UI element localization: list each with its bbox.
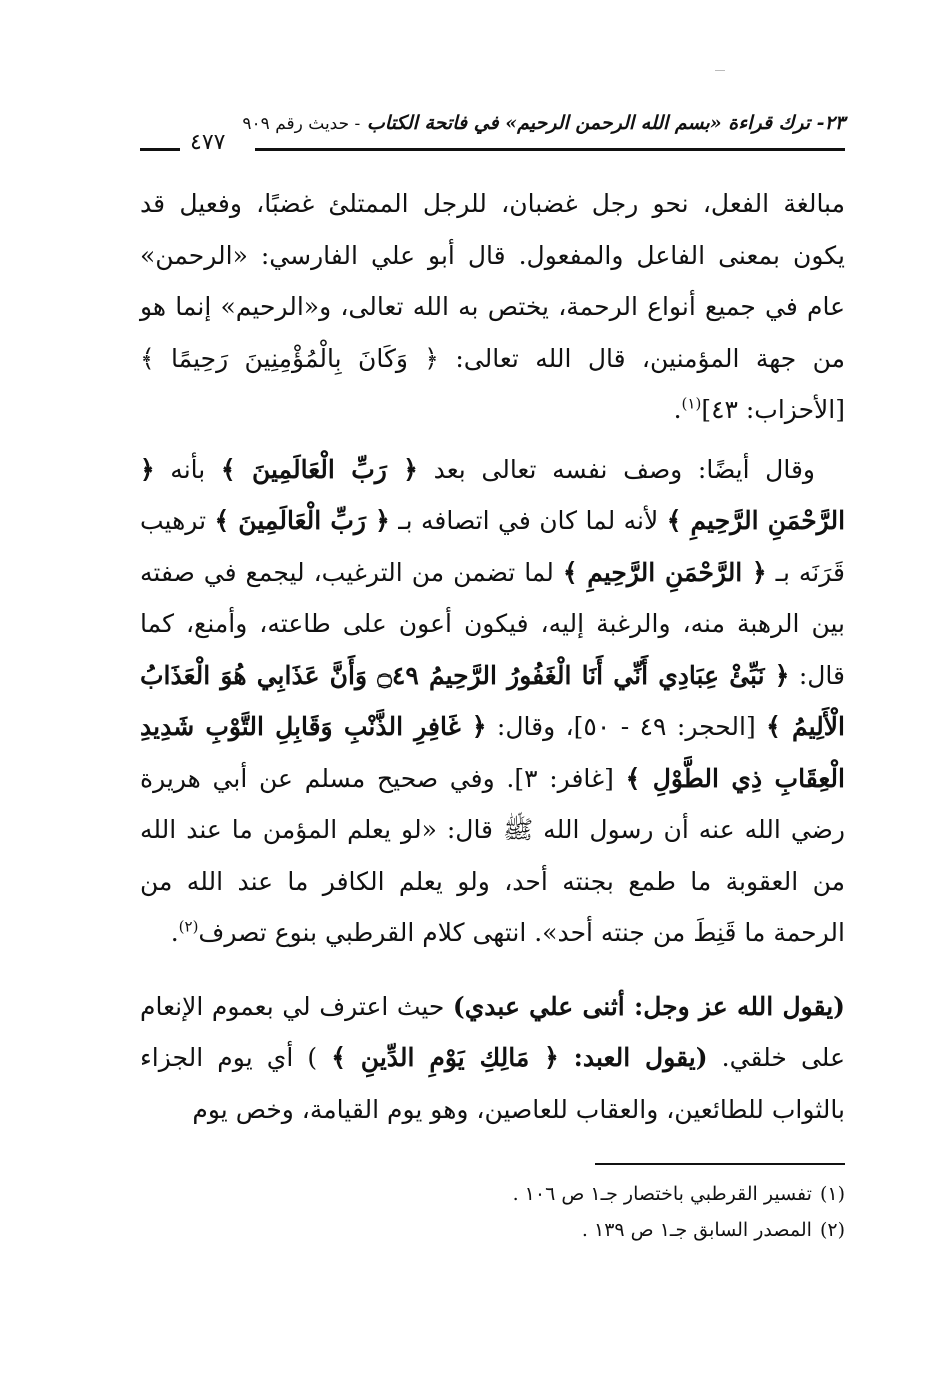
- chapter-title: ٢٣- ترك قراءة «بسم الله الرحمن الرحيم» في فاتحة الكتاب: [366, 112, 845, 134]
- footnote-1: [140, 1176, 845, 1212]
- paragraph-1: [140, 178, 845, 436]
- hadith-quote-1: (يقول الله عز وجل: أثنى علي عبدي): [452, 991, 845, 1021]
- paragraph-2-text-g: [غافر: ٣]. وفي صحيح مسلم عن أبي هريرة رضي الله عنه أن رسول الله ﷺ قال: «لو يعلم المؤمن ما عند الله من العقوبة ما طمع بجنته أحد، ولو يعلم الكافر ما عند الله من الرحمة ما قَنِطَ من جنته أحد». انتهى كلام القرطبي بنوع تصرف: [140, 763, 845, 947]
- quran-verse-2: ﴿ الرَّحْمَنِ الرَّحِيمِ ﴾: [140, 454, 846, 535]
- quran-verse-7: ﴿ مَالِكِ يَوْمِ الدِّينِ ﴾: [331, 1043, 559, 1072]
- footnote-ref-2: (٢): [178, 917, 199, 936]
- quran-verse-1: ﴿ رَبِّ الْعَالَمِينَ ﴾: [220, 454, 418, 484]
- paragraph-1-text: مبالغة الفعل، نحو رجل غضبان، للرجل الممتلئ غضبًا، وفعيل قد يكون بمعنى الفاعل والمفعول. قال أبو علي الفارسي: «الرحمن» عام في جميع أنواع الرحمة، يختص به الله تعالى، و«الرحيم» إنما هو من جهة المؤمنين، قال الله تعالى: ﴿ وَكَانَ بِالْمُؤْمِنِينَ رَحِيمًا ﴾ [الأحزاب: ٤٣]: [140, 189, 845, 424]
- footnote-2: [140, 1212, 845, 1248]
- main-text: [140, 178, 845, 1135]
- paragraph-3-text-b: ) أي يوم الجزاء بالثواب للطائعين، والعقاب للعاصين، وهو يوم القيامة، وخص يوم: [140, 1043, 845, 1124]
- quran-verse-3: ﴿ رَبِّ الْعَالَمِينَ ﴾: [214, 506, 390, 535]
- footnote-1-text: تفسير القرطبي باختصار جـ١ ص ١٠٦ .: [512, 1183, 812, 1205]
- paragraph-2-end: .: [170, 918, 179, 947]
- footnote-1-number: (١): [819, 1183, 845, 1205]
- quran-verse-6: ﴿ غَافِرِ الذَّنْبِ وَقَابِلِ التَّوْبِ شَدِيدِ الْعِقَابِ ذِي الطَّوْلِ ﴾: [140, 712, 845, 793]
- paragraph-2-text-c: لأنه لما كان في اتصافه بـ: [389, 506, 667, 535]
- paragraph-2-text-d: ترهيب قَرَنَه بـ: [140, 506, 845, 587]
- paragraph-3-text-a: حيث اعترف لي بعموم الإنعام على خلقي.: [140, 991, 845, 1072]
- paragraph-3: [140, 981, 845, 1136]
- page-number: ٤٧٧: [190, 130, 226, 155]
- page-number-rule: [140, 148, 180, 151]
- quran-verse-5: ﴿ نَبِّئْ عِبَادِي أَنِّي أَنَا الْغَفُورُ الرَّحِيمُ ۝٤٩ وَأَنَّ عَذَابِي هُوَ الْعَذَابُ الْأَلِيمُ ﴾: [140, 660, 846, 741]
- paragraph-2-text-f: [الحجر: ٤٩ - ٥٠]، وقال:: [486, 712, 767, 741]
- header-title: [242, 112, 845, 134]
- header-rule: [255, 148, 845, 151]
- running-header: [140, 112, 845, 160]
- paragraph-2-text-b: بأنه: [154, 454, 221, 484]
- quran-verse-4: ﴿ الرَّحْمَنِ الرَّحِيمِ ﴾: [562, 557, 767, 587]
- footnote-2-text: المصدر السابق جـ١ ص ١٣٩ .: [581, 1219, 812, 1241]
- scan-speck: [715, 70, 725, 71]
- hadith-quote-2: (يقول العبد:: [558, 1043, 708, 1072]
- paragraph-2-text-e: لما تضمن من الترغيب، ليجمع في صفته بين الرهبة منه، والرغبة إليه، فيكون أعون على طاعته، وأمنع، كما قال:: [140, 557, 845, 690]
- paragraph-2: [140, 444, 845, 959]
- paragraph-2-text-a: وقال أيضًا: وصف نفسه تعالى بعد: [417, 454, 815, 484]
- footnote-separator: [595, 1163, 845, 1165]
- footnotes: [140, 1176, 845, 1248]
- footnote-ref-1: (١): [681, 394, 702, 413]
- footnote-2-number: (٢): [819, 1219, 845, 1241]
- paragraph-1-end: .: [673, 395, 682, 424]
- hadith-reference: - حديث رقم ٩٠٩: [242, 114, 361, 134]
